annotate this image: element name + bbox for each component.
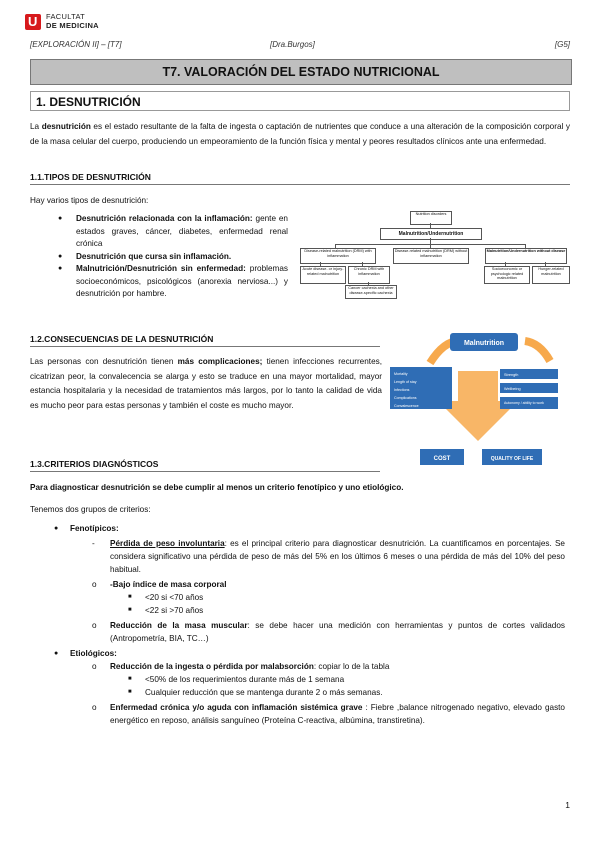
item-bold: Desnutrición que cursa sin inflamación. — [76, 251, 232, 261]
intake-sub-1: ■ Cualquier reducción que se mantenga durante 2 o más semanas. — [128, 688, 383, 697]
criterion-inflammation: o Enfermedad crónica y/o aguda con inflamación sistémica grave : Fiebre ,balance nitrogenado negativo, elevado gasto energético en reposo, análisis sanguíneo (Proteína C-reactiva, albúmina, transtiretina). — [92, 703, 565, 725]
logo-line2: DE MEDICINA — [46, 21, 99, 30]
consequences-text-a: Las personas con desnutrición tienen — [30, 357, 178, 366]
consequences-bold: más complicaciones; — [177, 357, 263, 366]
fenotipicos-item: ● Fenotípicos: — [54, 524, 119, 533]
fenotipicos-label: Fenotípicos: — [70, 524, 119, 533]
intro-bold: desnutrición — [41, 122, 91, 131]
intro-text-b: es el estado resultante de la falta de ingesta o captación de nutrientes que conduce a una alteración de la composición corporal y de la masa celular del cuerpo, produciendo un empeoramiento de la función física y mental y peores resultados clínicos ante una enfermedad. — [30, 122, 570, 146]
criterion-intake: o Reducción de la ingesta o pérdida por malabsorción: copiar lo de la tabla — [92, 662, 390, 671]
list-item — [58, 213, 288, 251]
intake-sub-text: <50% de los requerimientos durante más de 1 semana — [145, 675, 345, 684]
criterion-bmi: o -Bajo índice de masa corporal — [92, 580, 227, 589]
inflammation-text: : Fiebre ,balance nitrogenado negativo, elevado gasto energético en reposo, análisis sanguíneo (Proteína C-reactiva, albúmina, transtiretina). — [110, 703, 565, 725]
item-text: problemas socioeconómicos, psicológicos (anorexia nerviosa...) y desnutrición por hambre. — [76, 264, 288, 298]
list-item — [58, 251, 288, 264]
bmi-bold: -Bajo índice de masa corporal — [110, 580, 227, 589]
intake-text: : copiar lo de la tabla — [313, 662, 390, 671]
diagram-node-top: Nutrition disorders — [410, 211, 452, 225]
diagram-node-c3: Cancer cachexia and other disease-specific cachexia — [345, 285, 397, 299]
section-1-heading: 1. DESNUTRICIÓN — [30, 91, 570, 111]
criteria-lead: Para diagnosticar desnutrición se debe cumplir al menos un criterio fenotípico y uno etiológico. — [30, 483, 404, 492]
bmi-sub-text: <20 si <70 años — [145, 593, 204, 602]
consequences-diagram — [390, 331, 565, 471]
left-effect-1: Length of stay — [394, 380, 417, 384]
weight-loss-bold: Pérdida de peso involuntaria — [110, 539, 225, 548]
criteria-lead-2: Tenemos dos grupos de criterios: — [30, 505, 151, 514]
diagram-node-b3: Malnutrition/Undernutrition without disease — [485, 248, 567, 264]
criterion-weight-loss: - Pérdida de peso involuntaria: es el principal criterio para diagnosticar desnutrición. La cuantificamos en porcentajes. Se considera significativo una pérdida de peso de más del 5% en los últimos 6 meses o una pérdida de más del 10% del peso habitual. — [92, 539, 565, 574]
types-list — [58, 213, 288, 301]
diagram-node-mid: Malnutrition/Undernutrition — [380, 228, 482, 240]
right-effect-0: Strength — [504, 373, 519, 377]
logo-text — [46, 12, 99, 30]
muscle-text: : se debe hacer una medición con herramientas y puntos de cortes validados (Antropometría, BIA, TC…) — [110, 621, 565, 643]
section-1-intro — [30, 120, 570, 149]
left-effect-4: Convalescence — [394, 404, 419, 408]
diagram-node-c4: Socioeconomic or psychologic related malnutrition — [484, 266, 530, 284]
malnutrition-classification-diagram — [300, 211, 572, 301]
weight-loss-text: : es el principal criterio para diagnosticar desnutrición. La cuantificamos en porcentajes. Se considera significativo una pérdida de peso de más del 5% en los últimos 6 meses o una pérdida de más del 10% del peso habitual. — [110, 539, 565, 574]
intro-text-a: La — [30, 122, 42, 131]
etiologicos-item: ● Etiológicos: — [54, 649, 117, 658]
diagram-node-b1: Disease-related malnutrition (DRM) with inflammation — [300, 248, 376, 264]
left-effect-3: Complications — [394, 396, 417, 400]
right-effect-1: Wellbeing — [504, 387, 521, 391]
header-right: [G5] — [554, 40, 570, 49]
section-1-2-text — [30, 355, 382, 413]
item-text: gente en estados graves, cáncer, diabetes, enfermedad renal crónica — [76, 214, 288, 248]
intake-bold: Reducción de la ingesta o pérdida por malabsorción — [110, 662, 314, 671]
etiologicos-label: Etiológicos: — [70, 649, 117, 658]
diagram-node-c5: Hunger-related malnutrition — [532, 266, 570, 284]
section-1-3-heading: 1.3.CRITERIOS DIAGNÓSTICOS — [30, 459, 380, 472]
list-item — [58, 263, 288, 301]
diagram-node-c2: Chronic DRM with inflammation — [348, 266, 390, 284]
bmi-sub-text: <22 si >70 años — [145, 606, 204, 615]
muscle-bold: Reducción de la masa muscular — [110, 621, 248, 630]
left-effect-2: Infections — [394, 388, 410, 392]
arrow-up-right — [525, 341, 550, 361]
item-bold: Malnutrición/Desnutrición sin enfermedad: — [76, 264, 246, 273]
logo-mark: U — [28, 14, 38, 29]
left-effect-0: Mortality — [394, 372, 408, 376]
logo-line1: FACULTAT — [46, 12, 86, 21]
section-1-2-heading: 1.2.CONSECUENCIAS DE LA DESNUTRICIÓN — [30, 334, 380, 347]
bmi-sub-0: ■ <20 si <70 años — [128, 593, 204, 602]
page-number: 1 — [565, 800, 570, 810]
criteria-list — [0, 522, 570, 727]
bmi-sub-1: ■ <22 si >70 años — [128, 606, 204, 615]
page-title: T7. VALORACIÓN DEL ESTADO NUTRICIONAL — [30, 59, 572, 85]
right-effect-2: Autonomy / ability to work — [504, 401, 544, 405]
inflammation-bold: Enfermedad crónica y/o aguda con inflamación sistémica grave — [110, 703, 363, 712]
header-left: [EXPLORACIÓN II] – [T7] — [30, 40, 122, 49]
diagram-node-c1: Acute disease- or injury-related malnutrition — [300, 266, 346, 284]
cost-label: COST — [433, 456, 451, 462]
item-bold: Desnutrición relacionada con la inflamación: — [76, 214, 253, 223]
section-1-1-heading: 1.1.TIPOS DE DESNUTRICIÓN — [30, 172, 570, 185]
criterion-muscle-mass: o Reducción de la masa muscular: se debe hacer una medición con herramientas y puntos de cortes validados (Antropometría, BIA, TC…) — [92, 621, 565, 643]
malnutrition-label: Malnutrition — [463, 340, 505, 347]
intake-sub-0: ■ <50% de los requerimientos durante más de 1 semana — [128, 675, 345, 684]
consequences-text-b: tienen infecciones recurrentes, cicatrizan peor, la convalecencia se alarga y esto se traduce en una mayor mortalidad, mayor estancia hospitalaria y la necesidad de tratamientos más largos, por lo tanto la calidad de vida es mucho peor para estas personas y también el coste es mucho mayor. — [30, 357, 382, 410]
header-center: [Dra.Burgos] — [270, 40, 315, 49]
types-lead: Hay varios tipos de desnutrición: — [30, 196, 149, 205]
diagram-node-b2: Disease-related malnutrition (DRM) without inflammation — [393, 248, 469, 264]
university-logo — [25, 14, 41, 30]
quality-label: QUALITY OF LIFE — [490, 456, 534, 462]
intake-sub-text: Cualquier reducción que se mantenga durante 2 o más semanas. — [145, 688, 383, 697]
